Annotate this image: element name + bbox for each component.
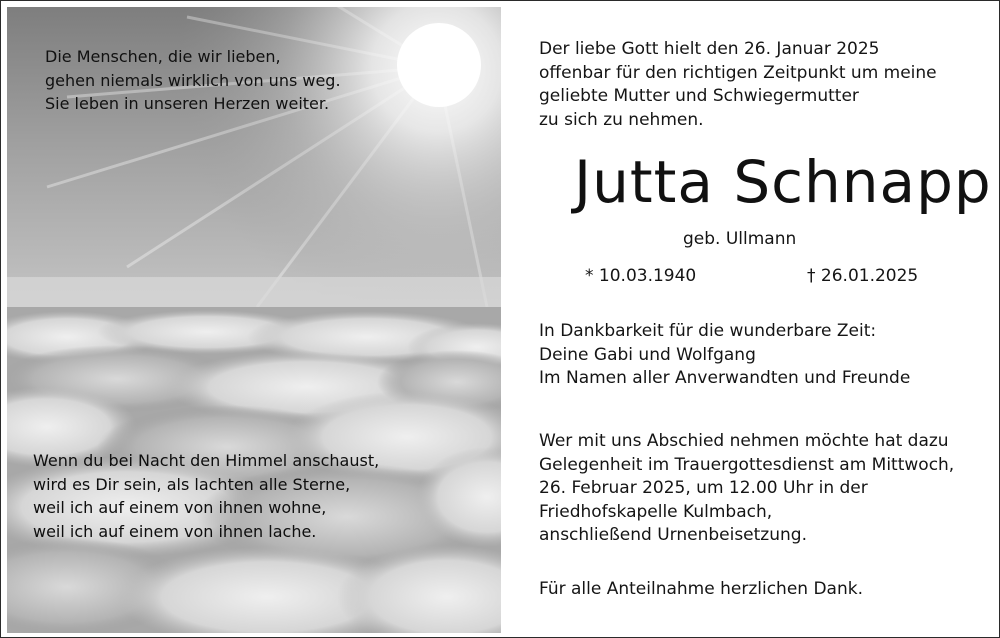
intro-text: Der liebe Gott hielt den 26. Januar 2025 offenbar für den richtigen Zeitpunkt um meine geliebte Mutter und Schwiegermutter zu sich zu nehmen. [539, 39, 937, 130]
closing-text: Für alle Anteilnahme herzlichen Dank. [539, 579, 863, 599]
thanks-text: In Dankbarkeit für die wunderbare Zeit: Deine Gabi und Wolfgang Im Namen aller Anverwandten und Freunde [539, 321, 911, 388]
maiden-name: geb. Ullmann [683, 229, 797, 249]
deceased-name: Jutta Schnapp [574, 148, 992, 216]
poem-top: Die Menschen, die wir lieben, gehen niemals wirklich von uns weg. Sie leben in unseren Herzen weiter. [45, 47, 341, 113]
birth-date: * 10.03.1940 [585, 266, 697, 286]
death-date: † 26.01.2025 [807, 266, 919, 286]
service-text: Wer mit uns Abschied nehmen möchte hat dazu Gelegenheit im Trauergottesdienst am Mittwoch, 26. Februar 2025, um 12.00 Uhr in der Friedhofskapelle Kulmbach, anschließend Urnenbeisetzung. [539, 431, 955, 545]
poem-bottom: Wenn du bei Nacht den Himmel anschaust, wird es Dir sein, als lachten alle Sterne, weil ich auf einem von ihnen wohne, weil ich auf einem von ihnen lache. [33, 451, 380, 541]
sky-clouds-image [7, 7, 501, 633]
